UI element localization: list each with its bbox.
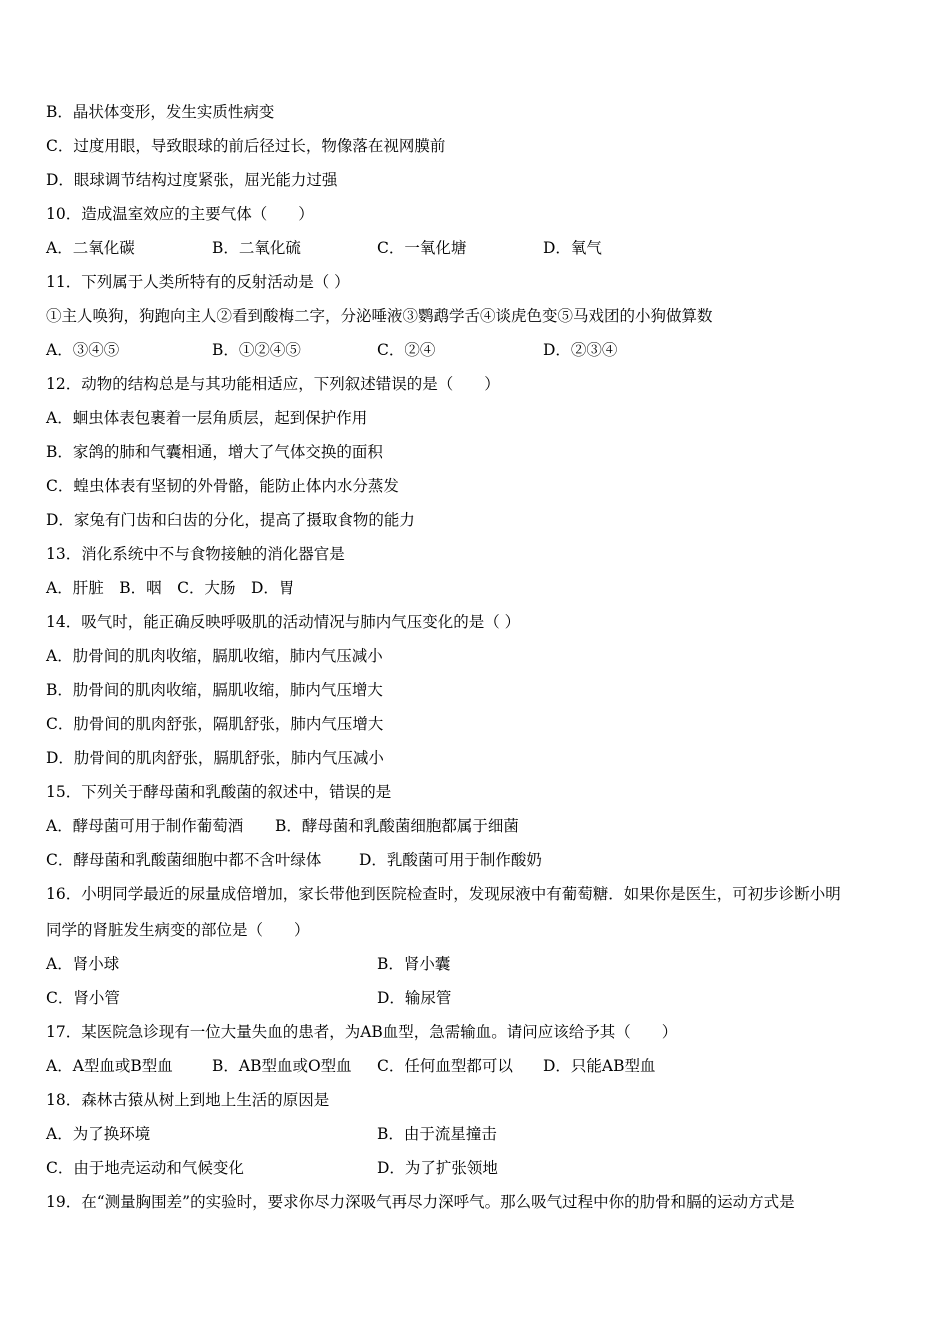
q9-option-d: D．眼球调节结构过度紧张，屈光能力过强 (46, 171, 338, 189)
q13-stem: 13．消化系统中不与食物接触的消化器官是 (46, 545, 345, 563)
q12-option-d: D．家兔有门齿和臼齿的分化，提高了摄取食物的能力 (46, 511, 415, 529)
q16-option-c: C．肾小管 (46, 989, 120, 1007)
q10-option-b: B．二氧化硫 (212, 239, 301, 257)
q18-option-b: B．由于流星撞击 (377, 1125, 497, 1143)
q16-option-a: A．肾小球 (46, 955, 120, 973)
q15-option-c: C．酵母菌和乳酸菌细胞中都不含叶绿体 (46, 851, 322, 869)
q17-option-a: A．A型血或B型血 (46, 1057, 173, 1075)
q11-option-a: A．③④⑤ (46, 341, 120, 359)
q17-option-b: B．AB型血或O型血 (212, 1057, 352, 1075)
q12-option-b: B．家鸽的肺和气囊相通，增大了气体交换的面积 (46, 443, 383, 461)
q18-option-c: C．由于地壳运动和气候变化 (46, 1159, 244, 1177)
q15-option-d: D．乳酸菌可用于制作酸奶 (359, 851, 542, 869)
q10-option-c: C．一氧化塘 (377, 239, 467, 257)
q11-items: ①主人唤狗，狗跑向主人②看到酸梅二字，分泌唾液③鹦鹉学舌④谈虎色变⑤马戏团的小狗做算数 (46, 307, 713, 325)
q11-stem: 11．下列属于人类所特有的反射活动是（ ） (46, 273, 350, 291)
q9-option-b: B．晶状体变形，发生实质性病变 (46, 103, 275, 121)
q16-option-d: D．输尿管 (377, 989, 452, 1007)
q11-option-c: C．②④ (377, 341, 436, 359)
q18-option-d: D．为了扩张领地 (377, 1159, 498, 1177)
q18-stem: 18．森林古猿从树上到地上生活的原因是 (46, 1091, 330, 1109)
q16-option-b: B．肾小囊 (377, 955, 451, 973)
q14-stem: 14．吸气时，能正确反映呼吸肌的活动情况与肺内气压变化的是（ ） (46, 613, 521, 631)
q18-option-a: A．为了换环境 (46, 1125, 151, 1143)
q19-stem: 19．在“测量胸围差”的实验时，要求你尽力深吸气再尽力深呼气。那么吸气过程中你的肋骨和膈的运动方式是 (46, 1193, 795, 1211)
q14-option-b: B．肋骨间的肌肉收缩，膈肌收缩，肺内气压增大 (46, 681, 383, 699)
q17-option-c: C．任何血型都可以 (377, 1057, 513, 1075)
q14-option-d: D．肋骨间的肌肉舒张，膈肌舒张，肺内气压减小 (46, 749, 384, 767)
q15-stem: 15．下列关于酵母菌和乳酸菌的叙述中，错误的是 (46, 783, 392, 801)
q16-stem-line1: 16．小明同学最近的尿量成倍增加，家长带他到医院检查时，发现尿液中有葡萄糖．如果你是医生，可初步诊断小明 (46, 885, 841, 903)
q14-option-a: A．肋骨间的肌肉收缩，膈肌收缩，肺内气压减小 (46, 647, 383, 665)
q9-option-c: C．过度用眼，导致眼球的前后径过长，物像落在视网膜前 (46, 137, 446, 155)
q17-stem: 17．某医院急诊现有一位大量失血的患者，为AB血型，急需输血。请问应该给予其（ ） (46, 1023, 678, 1041)
q17-option-d: D．只能AB型血 (543, 1057, 656, 1075)
q11-option-b: B．①②④⑤ (212, 341, 301, 359)
q10-option-d: D．氧气 (543, 239, 602, 257)
q10-option-a: A．二氧化碳 (46, 239, 135, 257)
q16-stem-line2: 同学的肾脏发生病变的部位是（ ） (46, 921, 310, 939)
q12-option-c: C．蝗虫体表有坚韧的外骨骼，能防止体内水分蒸发 (46, 477, 399, 495)
q12-stem: 12．动物的结构总是与其功能相适应，下列叙述错误的是（ ） (46, 375, 500, 393)
q15-option-a: A．酵母菌可用于制作葡萄酒 (46, 817, 244, 835)
q14-option-c: C．肋骨间的肌肉舒张，隔肌舒张，肺内气压增大 (46, 715, 384, 733)
q15-option-b: B．酵母菌和乳酸菌细胞都属于细菌 (275, 817, 519, 835)
q12-option-a: A．蛔虫体表包裹着一层角质层，起到保护作用 (46, 409, 368, 427)
q10-stem: 10．造成温室效应的主要气体（ ） (46, 205, 314, 223)
q11-option-d: D．②③④ (543, 341, 618, 359)
q13-options: A．肝脏 B．咽 C．大肠 D．胃 (46, 579, 295, 597)
